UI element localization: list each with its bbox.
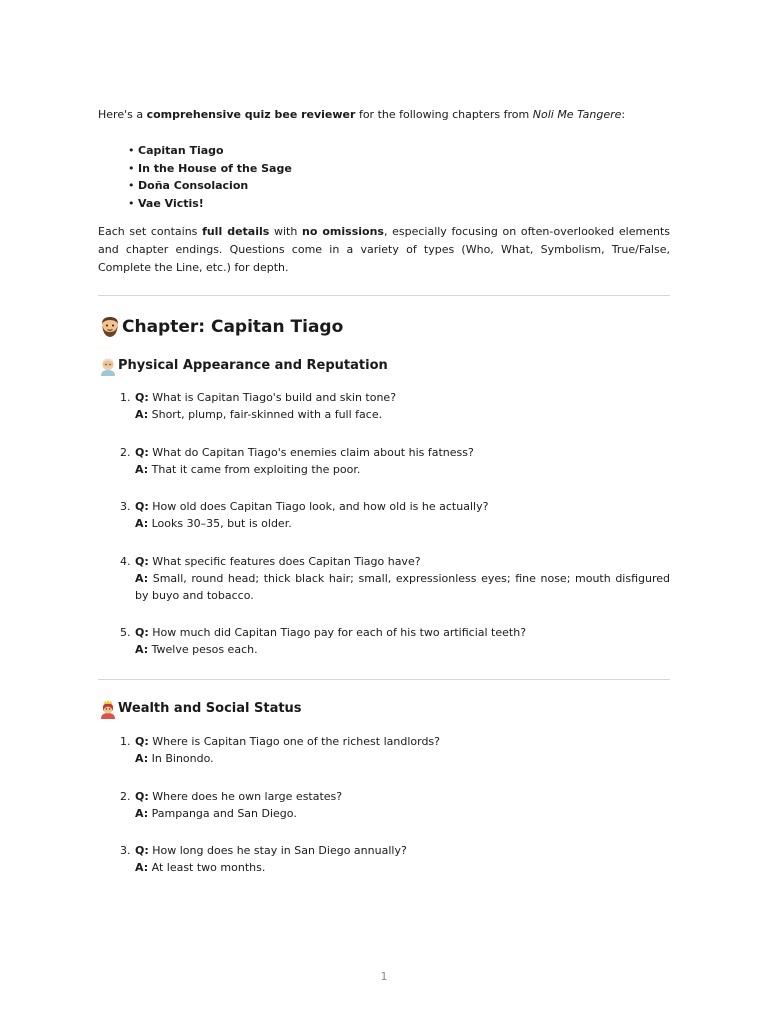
description-paragraph: Each set contains full details with no omissions, especially focusing on often-overlooked elements and chapter endings. Questions come in a variety of types (Who, What, Symbolism, True/False, Complete the Line, etc.) for depth.: [98, 225, 671, 274]
question: Q: How old does Capitan Tiago look, and how old is he actually?: [135, 500, 489, 513]
section-heading-text: Physical Appearance and Reputation: [118, 358, 388, 373]
question: Q: How much did Capitan Tiago pay for each of his two artificial teeth?: [135, 626, 527, 639]
section-heading: [98, 356, 388, 376]
list-item: 3. Q: How long does he stay in San Diego annually? A: At least two months.: [120, 842, 670, 876]
chapter-list-item: • Doña Consolacion: [128, 177, 292, 195]
intro-paragraph: Here's a comprehensive quiz bee reviewer for the following chapters from Noli Me Tangere:: [98, 108, 626, 121]
chapter-list-item: • Vae Victis!: [128, 195, 292, 213]
question: Q: How long does he stay in San Diego annually?: [135, 844, 407, 857]
question: Q: Where is Capitan Tiago one of the richest landlords?: [135, 735, 441, 748]
question: Q: What do Capitan Tiago's enemies claim about his fatness?: [135, 446, 474, 459]
chapter-list-item: • In the House of the Sage: [128, 160, 292, 178]
answer: A: That it came from exploiting the poor.: [135, 463, 361, 476]
answer: A: Twelve pesos each.: [135, 643, 258, 656]
answer: A: Small, round head; thick black hair; small, expressionless eyes; fine nose; mouth disfigured by buyo and tobacco.: [135, 572, 670, 602]
list-item: 5. Q: How much did Capitan Tiago pay for each of his two artificial teeth? A: Twelve pesos each.: [120, 624, 670, 658]
answer: A: In Binondo.: [135, 752, 214, 765]
answer: A: Looks 30–35, but is older.: [135, 517, 292, 530]
old-man-icon: [98, 356, 118, 376]
answer: A: Pampanga and San Diego.: [135, 807, 297, 820]
list-item: 1. Q: What is Capitan Tiago's build and skin tone? A: Short, plump, fair-skinned with a full face.: [120, 389, 670, 423]
bearded-man-icon: [98, 315, 122, 339]
section-heading: [98, 699, 302, 719]
question: Q: What specific features does Capitan Tiago have?: [135, 555, 421, 568]
question: Q: Where does he own large estates?: [135, 790, 343, 803]
book-title: Noli Me Tangere: [532, 108, 622, 121]
chapter-list-item: • Capitan Tiago: [128, 142, 292, 160]
chapter-list: [128, 142, 292, 212]
list-item: 4. Q: What specific features does Capitan Tiago have? A: Small, round head; thick black hair; small, expressionless eyes; fine nose; mouth disfigured by buyo and tobacco.: [120, 555, 670, 602]
question: Q: What is Capitan Tiago's build and skin tone?: [135, 391, 397, 404]
section-heading-text: Wealth and Social Status: [118, 701, 302, 716]
intro-bold-phrase: comprehensive quiz bee reviewer: [146, 108, 356, 121]
answer: A: At least two months.: [135, 861, 266, 874]
answer: A: Short, plump, fair-skinned with a full face.: [135, 408, 383, 421]
list-item: 2. Q: Where does he own large estates? A: Pampanga and San Diego.: [120, 788, 670, 822]
list-item: 2. Q: What do Capitan Tiago's enemies claim about his fatness? A: That it came from exploiting the poor.: [120, 444, 670, 478]
divider: [98, 295, 670, 296]
chapter-heading: [98, 315, 343, 339]
list-item: 3. Q: How old does Capitan Tiago look, and how old is he actually? A: Looks 30–35, but is older.: [120, 498, 670, 532]
chapter-heading-text: Chapter: Capitan Tiago: [122, 317, 344, 337]
divider: [98, 679, 670, 680]
page-number: 1: [380, 970, 388, 983]
person-crown-icon: [98, 699, 118, 719]
list-item: 1. Q: Where is Capitan Tiago one of the richest landlords? A: In Binondo.: [120, 733, 670, 767]
